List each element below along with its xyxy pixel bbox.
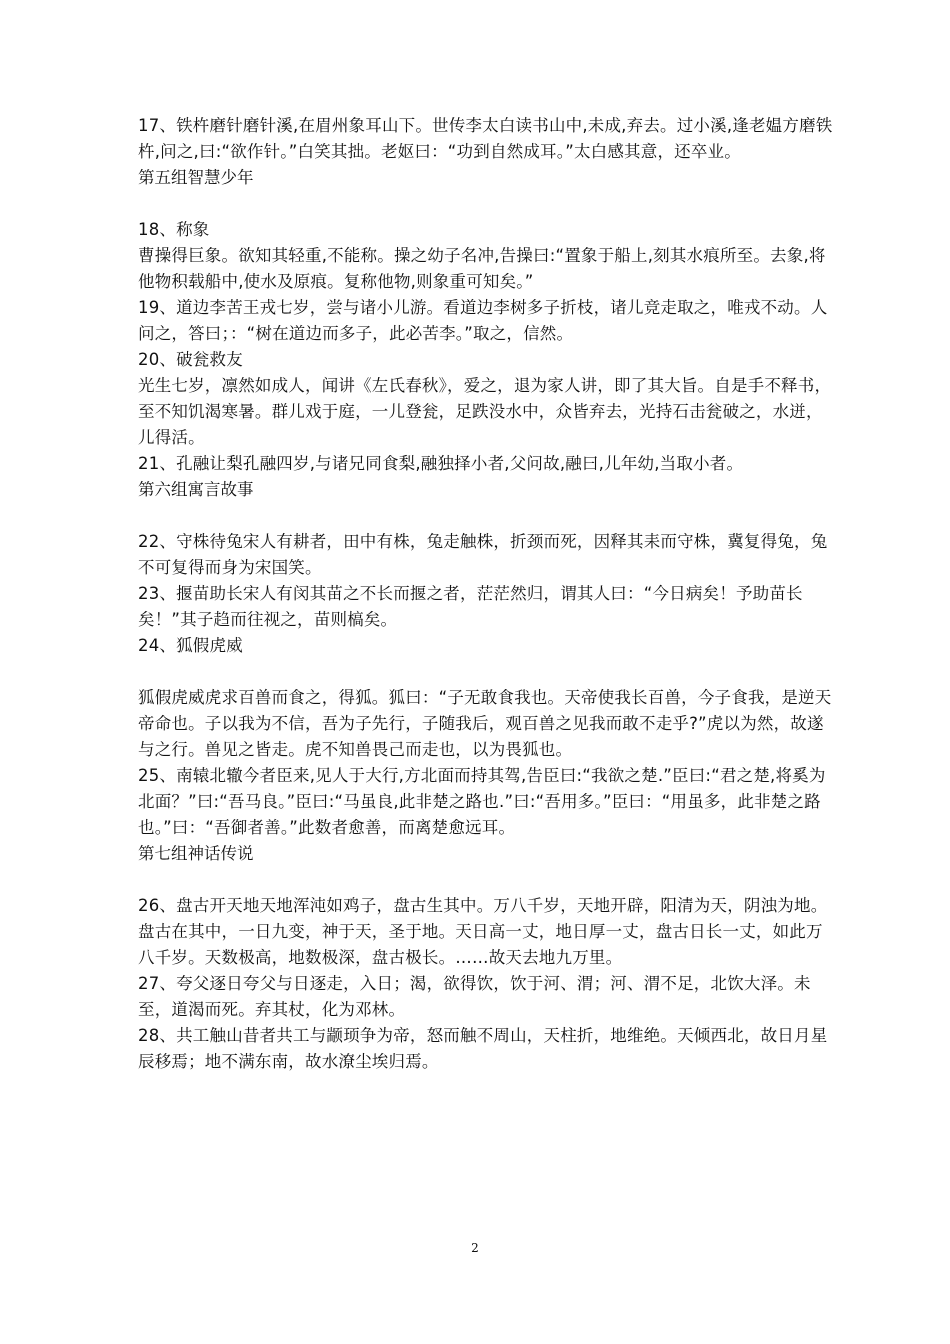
paragraph-27: 27、夸父逐日夸父与日逐走，入日；渴，欲得饮，饮于河、渭；河、渭不足，北饮大泽。未至，道渴而死。弃其杖，化为邓林。 <box>138 974 811 1019</box>
page-number: 2 <box>471 1241 479 1255</box>
document-body <box>138 113 838 1075</box>
section-heading-group-7: 第七组神话传说 <box>138 844 254 863</box>
section-heading-group-6: 第六组寓言故事 <box>138 480 254 499</box>
paragraph-17: 17、铁杵磨针磨针溪,在眉州象耳山下。世传李太白读书山中,未成,弃去。过小溪,逢老媪方磨铁杵,问之,曰:“欲作针。”白笑其拙。老妪曰：“功到自然成耳。”太白感其意，还卒业。 <box>138 116 833 161</box>
section-heading-group-5: 第五组智慧少年 <box>138 168 254 187</box>
paragraph-20-text: 光生七岁，凛然如成人，闻讲《左氏春秋》，爱之，退为家人讲，即了其大旨。自是手不释书，至不知饥渴寒暑。群儿戏于庭，一儿登瓮，足跌没水中，众皆弃去，光持石击瓮破之，水迸，儿得活。 <box>138 376 832 447</box>
paragraph-28: 28、共工触山昔者共工与颛顼争为帝，怒而触不周山，天柱折，地维绝。天倾西北，故日月星辰移焉；地不满东南，故水潦尘埃归焉。 <box>138 1026 828 1071</box>
paragraph-24-text: 狐假虎威虎求百兽而食之，得狐。狐曰：“子无敢食我也。天帝使我长百兽，今子食我，是逆天帝命也。子以我为不信，吾为子先行，子随我后，观百兽之见我而敢不走乎?”虎以为然，故遂与之行。兽见之皆走。虎不知兽畏己而走也，以为畏狐也。 <box>138 688 832 759</box>
paragraph-20-title: 20、破瓮救友 <box>138 350 243 369</box>
paragraph-19: 19、道边李苦王戎七岁，尝与诸小儿游。看道边李树多子折枝，诸儿竞走取之，唯戎不动。人问之，答曰；：“树在道边而多子，此必苦李。”取之，信然。 <box>138 298 828 343</box>
paragraph-22: 22、守株待兔宋人有耕者，田中有株，兔走触株，折颈而死，因释其耒而守株，冀复得兔，兔不可复得而身为宋国笑。 <box>138 532 828 577</box>
paragraph-18-title: 18、称象 <box>138 220 210 239</box>
paragraph-24-title: 24、狐假虎威 <box>138 636 243 655</box>
paragraph-25: 25、南辕北辙今者臣来,见人于大行,方北面而持其驾,告臣曰:“我欲之楚.”臣曰:“君之楚,将奚为北面？”曰:“吾马良。”臣曰:“马虽良,此非楚之路也.”曰:“吾用多。”臣曰：“用虽多，此非楚之路也。”曰：“吾御者善。”此数者愈善，而离楚愈远耳。 <box>138 766 826 837</box>
paragraph-26: 26、盘古开天地天地浑沌如鸡子，盘古生其中。万八千岁，天地开辟，阳清为天，阴浊为地。盘古在其中，一日九变，神于天，圣于地。天日高一丈，地日厚一丈，盘古日长一丈，如此万八千岁。天数极高，地数极深，盘古极长。……故天去地九万里。 <box>138 896 828 967</box>
paragraph-23: 23、揠苗助长宋人有闵其苗之不长而揠之者，茫茫然归，谓其人曰：“今日病矣！予助苗长矣！”其子趋而往视之，苗则槁矣。 <box>138 584 803 629</box>
paragraph-18-text: 曹操得巨象。欲知其轻重,不能称。操之幼子名冲,告操曰:“置象于船上,刻其水痕所至。去象,将他物积载船中,使水及原痕。复称他物,则象重可知矣。” <box>138 246 826 291</box>
paragraph-21: 21、孔融让梨孔融四岁,与诸兄同食梨,融独择小者,父问故,融曰,儿年幼,当取小者。 <box>138 454 744 473</box>
